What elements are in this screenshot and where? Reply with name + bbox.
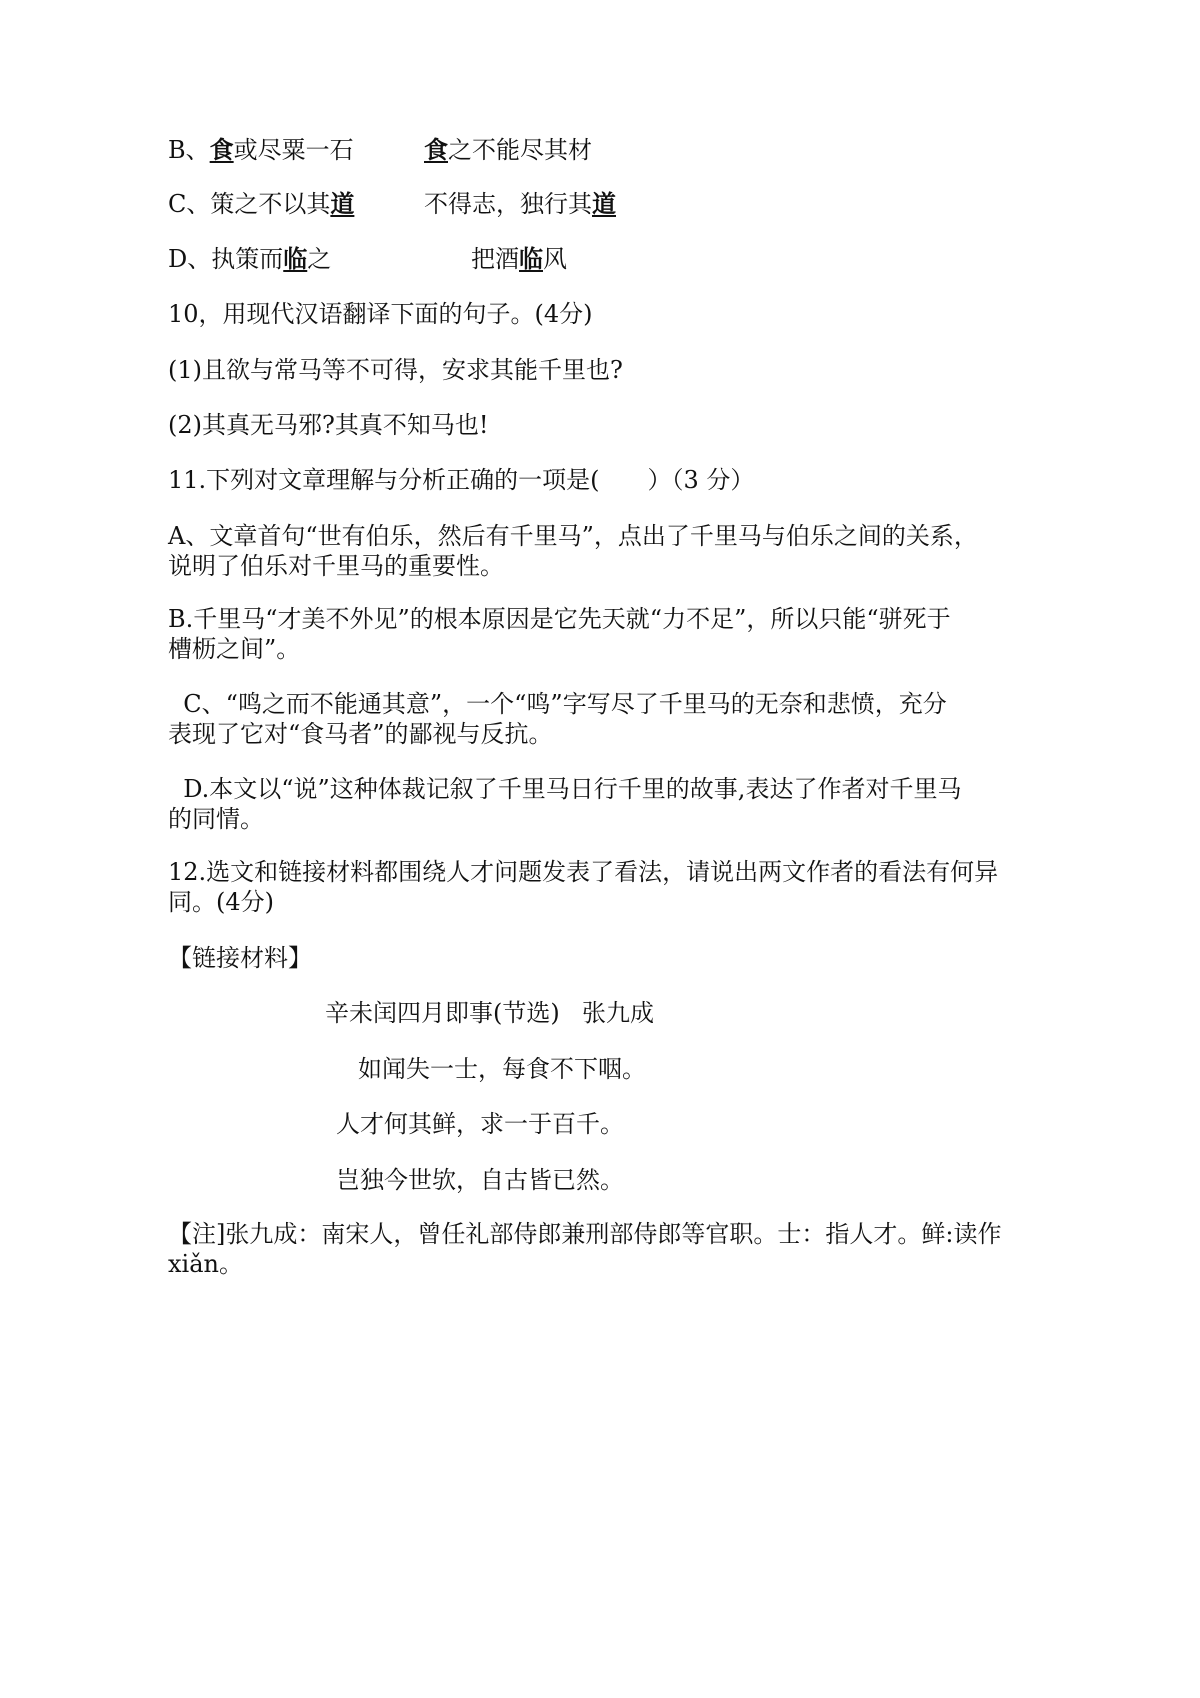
emphasized-word: 临 <box>283 244 308 273</box>
q9-option-c-compare: 不得志，独行其道 <box>424 189 616 218</box>
poem-line-1: 如闻失一士，每食不下咽。 <box>358 1055 646 1083</box>
q9-option-d-compare: 把酒临风 <box>471 244 567 273</box>
q11-option-c-line1: C、“鸣之而不能通其意”，一个“鸣”字写尽了千里马的无奈和悲愤，充分 <box>168 690 947 718</box>
poem-line-2: 人才何其鲜，求一于百千。 <box>336 1110 624 1138</box>
q10-sentence-2: (2)其真无马邪?其真不知马也! <box>168 411 489 439</box>
q9-option-c: C、策之不以其道 <box>168 189 355 218</box>
q11-option-b-line2: 槽枥之间”。 <box>168 635 301 663</box>
q11-option-d-line2: 的同情。 <box>168 805 264 833</box>
emphasized-word: 食 <box>209 135 234 164</box>
q11-option-d-line1: D.本文以“说”这种体裁记叙了千里马日行千里的故事,表达了作者对千里马 <box>168 775 962 803</box>
poem-title: 辛未闰四月即事(节选) <box>325 999 560 1027</box>
q11-option-a-line2: 说明了伯乐对千里马的重要性。 <box>168 552 504 580</box>
emphasized-word: 道 <box>330 189 355 218</box>
material-heading: 【链接材料】 <box>168 944 312 972</box>
emphasized-word: 临 <box>519 244 543 273</box>
emphasized-word: 食 <box>424 135 448 164</box>
q12-line2: 同。(4分) <box>168 888 274 916</box>
q9-option-b-compare: 食之不能尽其材 <box>424 135 592 164</box>
q10-sentence-1: (1)且欲与常马等不可得，安求其能千里也? <box>168 356 623 384</box>
q12-line1: 12.选文和链接材料都围绕人才问题发表了看法，请说出两文作者的看法有何异 <box>168 858 999 886</box>
note-line-2: xiǎn。 <box>168 1250 243 1278</box>
poem-author: 张九成 <box>582 999 654 1027</box>
q11-option-c-line2: 表现了它对“食马者”的鄙视与反抗。 <box>168 720 553 748</box>
q9-option-d: D、执策而临之 <box>168 244 332 273</box>
emphasized-word: 道 <box>592 189 616 218</box>
q11-option-a-line1: A、文章首句“世有伯乐，然后有千里马”，点出了千里马与伯乐之间的关系， <box>168 522 978 550</box>
q10-title: 10，用现代汉语翻译下面的句子。(4分) <box>168 300 593 328</box>
q9-option-b: B、食或尽粟一石 <box>168 135 354 164</box>
note-line-1: 【注]张九成：南宋人，曾任礼部侍郎兼刑部侍郎等官职。士：指人才。鲜:读作 <box>168 1220 1002 1248</box>
poem-line-3: 岂独今世欤，自古皆已然。 <box>336 1166 624 1194</box>
q11-option-b-line1: B.千里马“才美不外见”的根本原因是它先天就“力不足”，所以只能“骈死于 <box>168 605 951 633</box>
q11-title: 11.下列对文章理解与分析正确的一项是( ）（3 分） <box>168 466 755 494</box>
